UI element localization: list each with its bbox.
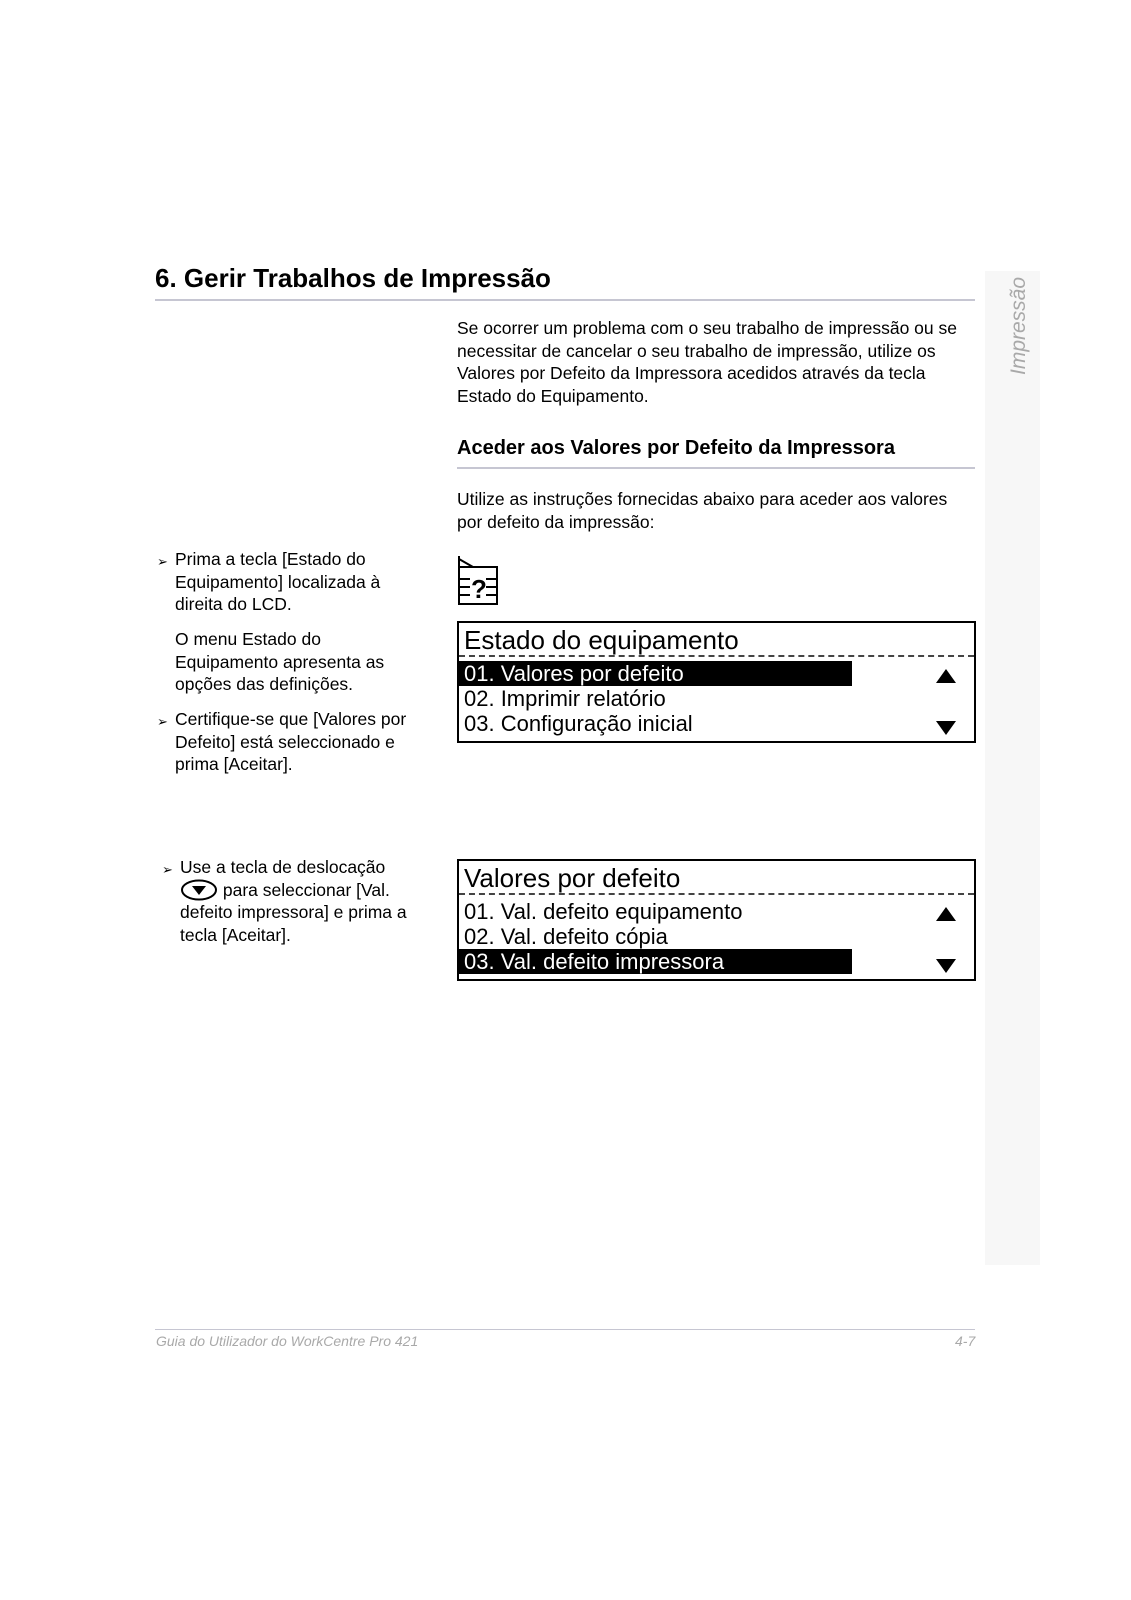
subsection-intro: Utilize as instruções fornecidas abaixo para aceder aos valores por defeito da impressão: (457, 489, 948, 532)
title-rule (155, 299, 975, 301)
step-bullet: ➢ (162, 862, 173, 877)
lcd-row[interactable]: 03. Configuração inicial (464, 711, 693, 736)
section-intro: Se ocorrer um problema com o seu trabalho de impressão ou se necessitar de cancelar o seu trabalho de impressão, utilize os Valores por Defeito da Impressora acedidos através da tecla Estado do Equipamento. (457, 318, 957, 406)
lcd-row[interactable]: 02. Val. defeito cópia (464, 924, 668, 949)
scroll-down-icon[interactable] (936, 959, 956, 973)
lcd-panel-machine-status (457, 621, 976, 743)
lcd-row[interactable]: 01. Val. defeito equipamento (464, 899, 743, 924)
subsection-title: Aceder aos Valores por Defeito da Impressora (457, 437, 895, 459)
subsection-rule (457, 467, 975, 469)
footer-page-number: 4-7 (955, 1333, 976, 1349)
step-bullet: ➢ (157, 554, 168, 569)
svg-text:?: ? (471, 574, 487, 604)
lcd-panel-default-values (457, 859, 976, 981)
step-2-text: Certifique-se que [Valores por Defeito] está seleccionado e prima [Aceitar]. (175, 709, 407, 774)
scroll-up-icon[interactable] (936, 907, 956, 921)
step-bullet: ➢ (157, 714, 168, 729)
lcd-row[interactable]: 02. Imprimir relatório (464, 686, 666, 711)
footer-guide-title: Guia do Utilizador do WorkCentre Pro 421 (156, 1333, 419, 1349)
lcd-row-selected[interactable]: 01. Valores por defeito (459, 661, 852, 686)
section-title: 6. Gerir Trabalhos de Impressão (155, 263, 551, 293)
scroll-down-icon[interactable] (936, 721, 956, 735)
lcd-divider (459, 893, 974, 895)
scroll-up-icon[interactable] (936, 669, 956, 683)
step-3-text-end: para seleccionar [Val. defeito impressora] e prima a tecla [Aceitar]. (180, 879, 407, 945)
lcd-title: Estado do equipamento (464, 625, 739, 655)
lcd-title: Valores por defeito (464, 863, 681, 893)
step-1-text: Prima a tecla [Estado do Equipamento] localizada à direita do LCD. (175, 549, 381, 614)
machine-status-icon (456, 554, 501, 606)
scroll-down-key-icon (180, 879, 218, 901)
footer-rule (155, 1329, 975, 1330)
side-tab-label: Impressão (1007, 276, 1030, 375)
side-tab (985, 271, 1040, 1265)
lcd-row-selected[interactable]: 03. Val. defeito impressora (459, 949, 852, 974)
lcd-divider (459, 655, 974, 657)
step-3-text-start: Use a tecla de deslocação (180, 857, 386, 877)
step-1-note-text: O menu Estado do Equipamento apresenta as opções das definições. (175, 629, 385, 694)
